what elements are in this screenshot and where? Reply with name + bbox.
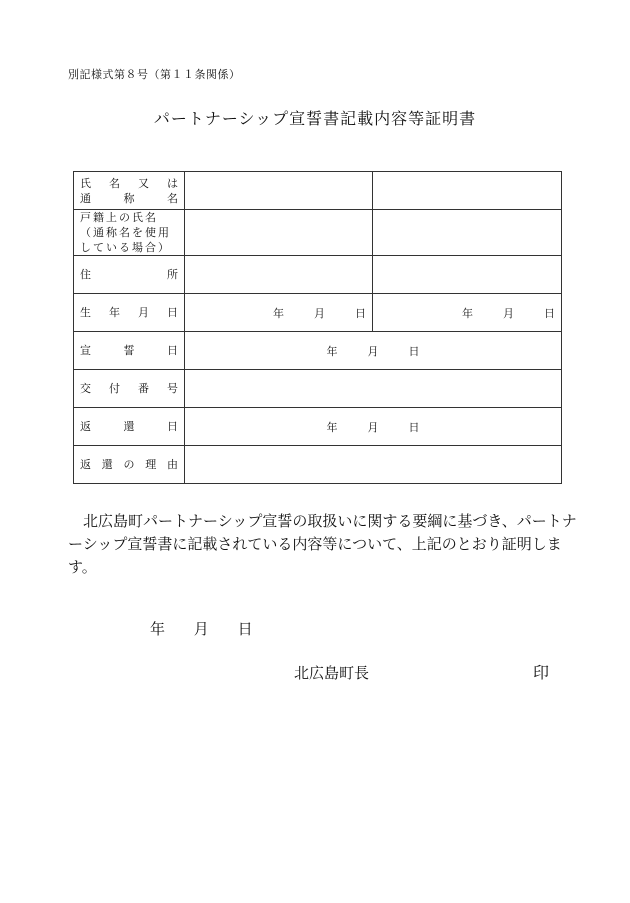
koseki-name-value-1[interactable] <box>185 210 373 256</box>
month-text: 月 <box>367 344 379 358</box>
name-value-1[interactable] <box>185 172 373 210</box>
name-label-char: 称 <box>123 191 135 205</box>
year-text: 年 <box>326 420 338 434</box>
birth-label-char: 日 <box>167 306 178 319</box>
declaration-date-label-char: 日 <box>167 344 178 357</box>
return-reason-label-char: 由 <box>167 458 178 471</box>
address-row <box>74 256 562 294</box>
address-label-char: 所 <box>167 268 178 281</box>
day-text: 日 <box>544 306 555 320</box>
issue-month-text: 月 <box>193 620 209 638</box>
birth-row <box>74 294 562 332</box>
issue-number-label <box>74 370 185 408</box>
address-value-1[interactable] <box>185 256 373 294</box>
issue-year-text: 年 <box>150 620 166 638</box>
return-date-label-char: 日 <box>167 420 178 433</box>
declaration-date-row <box>74 332 562 370</box>
declaration-date-label-char: 誓 <box>123 344 135 357</box>
year-text: 年 <box>273 306 284 320</box>
month-text: 月 <box>367 420 379 434</box>
name-label-char: は <box>167 176 178 190</box>
koseki-name-row <box>74 210 562 256</box>
return-reason-value[interactable] <box>185 446 562 484</box>
name-label-char: 名 <box>109 176 120 190</box>
koseki-name-label <box>74 210 185 256</box>
return-date-label-char: 返 <box>80 420 91 433</box>
name-label-char: 氏 <box>80 176 91 190</box>
birth-label <box>74 294 185 332</box>
certificate-table <box>73 171 562 484</box>
day-text: 日 <box>355 306 366 320</box>
certification-statement: 北広島町パートナーシップ宣誓の取扱いに関する要綱に基づき、パートナーシップ宣誓書に記載されている内容等について、上記のとおり証明します。 <box>68 512 577 576</box>
year-text: 年 <box>326 344 338 358</box>
name-value-2[interactable] <box>373 172 562 210</box>
return-date-label <box>74 408 185 446</box>
seal-mark: 印 <box>533 663 550 682</box>
issue-number-row <box>74 370 562 408</box>
mayor-title: 北広島町長 <box>294 664 370 682</box>
issue-date <box>150 618 277 639</box>
name-label-char: 又 <box>138 176 149 190</box>
form-number: 別記様式第８号（第１１条関係） <box>68 68 241 81</box>
month-text: 月 <box>314 306 325 320</box>
return-reason-label-char: 還 <box>101 458 113 471</box>
name-label-line2 <box>80 191 178 206</box>
name-label-line1 <box>80 176 178 191</box>
address-label-char: 住 <box>80 268 91 281</box>
name-row <box>74 172 562 210</box>
issue-day-text: 日 <box>237 620 253 638</box>
issue-number-label-char: 号 <box>167 382 178 395</box>
return-date-row <box>74 408 562 446</box>
birth-label-char: 生 <box>80 306 91 319</box>
address-value-2[interactable] <box>373 256 562 294</box>
name-label <box>74 172 185 210</box>
return-reason-label-char: 返 <box>80 458 91 471</box>
return-date-label-char: 還 <box>123 420 135 433</box>
birth-label-char: 年 <box>109 306 120 319</box>
day-text: 日 <box>408 344 420 358</box>
koseki-name-label-line: 戸籍上の氏名 <box>80 211 158 224</box>
document-title: パートナーシップ宣誓書記載内容等証明書 <box>153 109 477 128</box>
declaration-date-label-char: 宣 <box>80 344 91 357</box>
name-label-char: 通 <box>80 191 91 205</box>
koseki-name-label-line: している場合） <box>80 241 171 254</box>
day-text: 日 <box>408 420 420 434</box>
birth-value-2[interactable] <box>373 294 562 332</box>
name-label-char: 名 <box>167 191 178 205</box>
issue-number-value[interactable] <box>185 370 562 408</box>
issue-number-label-char: 交 <box>80 382 91 395</box>
month-text: 月 <box>503 306 514 320</box>
address-label <box>74 256 185 294</box>
birth-value-1[interactable] <box>185 294 373 332</box>
return-reason-label <box>74 446 185 484</box>
return-reason-label-char: の <box>123 458 135 471</box>
birth-label-char: 月 <box>138 306 149 319</box>
issue-number-label-char: 番 <box>138 382 149 395</box>
return-date-value[interactable] <box>185 408 562 446</box>
koseki-name-label-line: （通称名を使用 <box>80 226 171 239</box>
return-reason-row <box>74 446 562 484</box>
issue-number-label-char: 付 <box>109 382 120 395</box>
declaration-date-value[interactable] <box>185 332 562 370</box>
return-reason-label-char: 理 <box>145 458 157 471</box>
declaration-date-label <box>74 332 185 370</box>
koseki-name-value-2[interactable] <box>373 210 562 256</box>
year-text: 年 <box>462 306 473 320</box>
